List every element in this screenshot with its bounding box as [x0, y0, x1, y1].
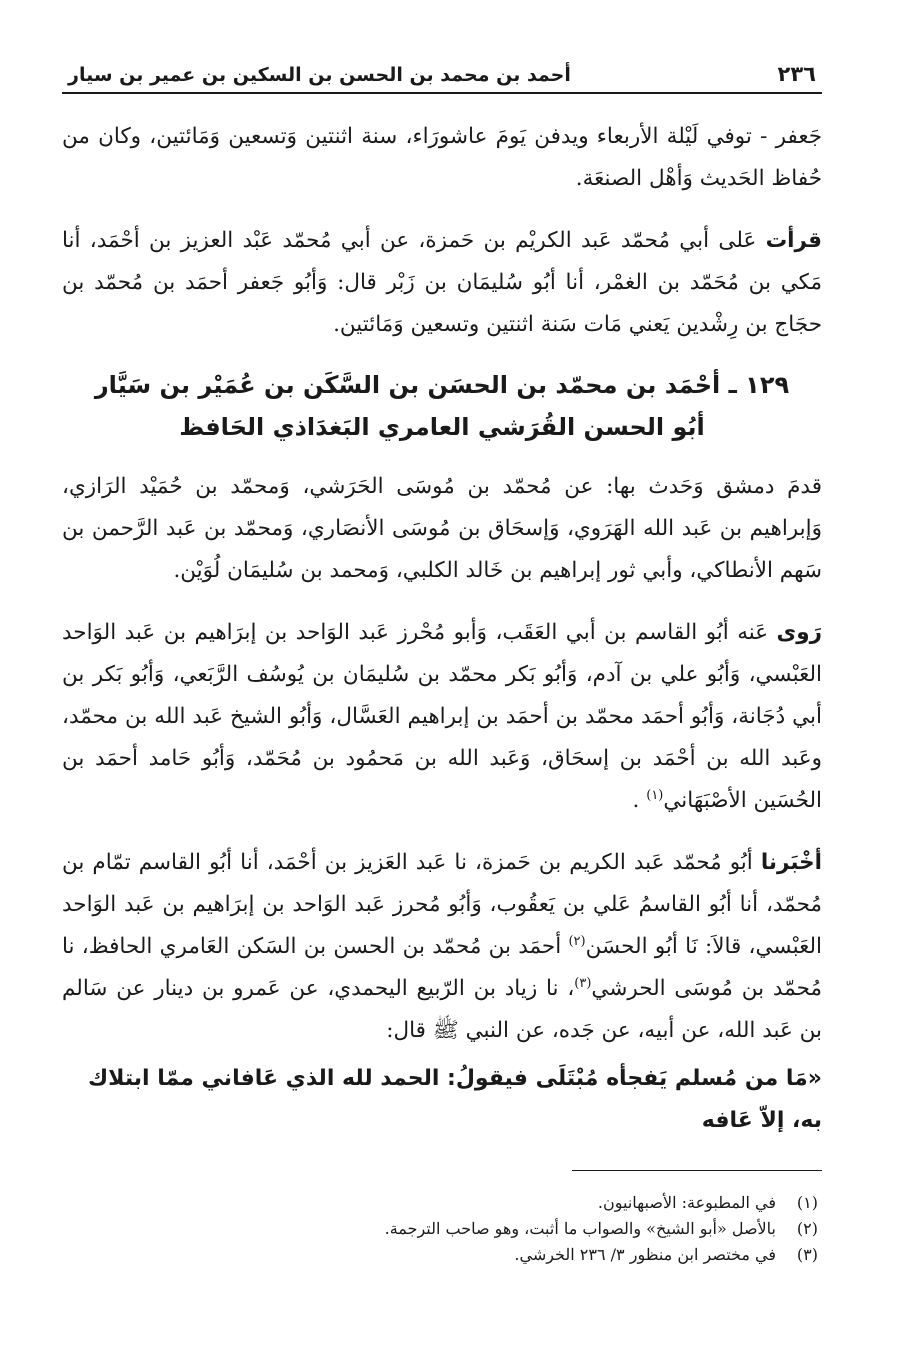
lead-word: رَوى — [776, 620, 822, 645]
entry-heading-line-1: ١٢٩ ـ أحْمَد بن محمّد بن الحسَن بن السَّكَن بن عُمَيْر بن سَيَّار — [94, 371, 790, 399]
running-head — [62, 58, 822, 94]
running-title: أحمد بن محمد بن الحسن بن السكين بن عمير بن سيار — [68, 64, 571, 86]
footnote-item — [62, 1242, 822, 1268]
entry-heading-line-2: أبُو الحسن القُرَشي العامري البَغدَاذي الحَافظ — [179, 413, 705, 441]
page-body — [62, 58, 822, 1142]
footnotes — [62, 1190, 822, 1268]
paragraph-text: عَنه أبُو القاسم بن أبي العَقَب، وَأبو مُحْرز عَبد الوَاحد بن إبرَاهيم بن عَبد الوَاحد العَبْسي، وَأبُو علي بن آدم، وَأبُو بَكر محمّد بن سُليمَان بن يُوسُف الرَّبَعي، وَأبُو بَكر بن أبي دُجَانة، وَأبُو أحمَد محمّد بن أحمَد بن إبراهيم العَسَّال، وَأبُو الشيخ عَبد الله بن محمّد، وعَبد الله بن أحْمَد بن إسحَاق، وَعَبد الله بن مَحمُود بن مُحَمّد، وَأبُو حَامد أحمَد بن الحُسَين الأصْبَهَاني — [62, 620, 822, 813]
hadith-text: «مَا من مُسلم يَفجأه مُبْتَلَى فيقولُ: الحمد لله الذي عَافاني ممّا ابتلاك به، إلاّ عَافه — [87, 1066, 822, 1133]
footnote-number: (٣) — [796, 1245, 818, 1264]
lead-word: أخْبَرنا — [760, 850, 822, 875]
paragraph-rawa — [62, 612, 822, 822]
paragraph-akhbarana — [62, 842, 822, 1052]
footnote-ref-1: (١) — [646, 787, 664, 803]
paragraph-qara-tu — [62, 220, 822, 346]
lead-word: قرأت — [765, 228, 822, 253]
footnote-divider — [572, 1170, 822, 1171]
footnote-number: (٢) — [796, 1219, 818, 1238]
paragraph-continuation: جَعفر - توفي لَيْلة الأربعاء ويدفن يَومَ عاشورَاء، سنة اثنتين وَتسعين وَمَائتين، وكان من حُفاظ الحَديث وَأهْل الصنعَة. — [62, 124, 822, 191]
entry-heading — [62, 364, 822, 448]
footnote-text: في مختصر ابن منظور ٣/ ٢٣٦ الخرشي. — [514, 1245, 776, 1264]
paragraph-text: عَلى أبي مُحمّد عَبد الكريْم بن حَمزة، عن أبي مُحمّد عَبْد العزيز بن أحْمَد، أنا مَكي بن مُحَمّد بن الغمْر، أنا أبُو سُليمَان بن زَبْر قال: وَأبُو جَعفر أحمَد بن مُحمّد بن حجَاج بن رِشْدين يَعني مَات سَنة اثنتين وتسعين وَمَائتين. — [62, 228, 822, 337]
paragraph-text-b: أحمَد بن مُحمّد بن الحسن بن السَكن العَامري الحافظ، نا مُحمّد بن مُوسَى الحرشي — [62, 934, 822, 1001]
paragraph-end: . — [632, 788, 640, 813]
page-number: ٢٣٦ — [777, 62, 816, 86]
footnote-item — [62, 1216, 822, 1242]
paragraph-qadima: قدمَ دمشق وَحَدث بها: عن مُحمّد بن مُوسَى الحَرَشي، وَمحمّد بن حُمَيْد الرَازي، وَإبراهيم بن عَبد الله الهَرَوي، وَإسحَاق بن مُوسَى الأنصَاري، وَمحمّد بن عَبد الرَّحمن بن سَهم الأنطاكي، وأبي ثور إبراهيم بن خَالد الكلبي، وَمحمد بن سُليمَان لُوَيْن. — [62, 474, 822, 583]
paragraph-text-c: ، نا زياد بن الرّبيع اليحمدي، عن عَمرو بن دينار عن سَالم بن عَبد الله، عن أبيه، عن جَده، عن النبي ﷺ قال: — [62, 976, 822, 1043]
footnote-ref-2: (٢) — [568, 933, 586, 949]
footnote-ref-3: (٣) — [574, 975, 592, 991]
footnote-item — [62, 1190, 822, 1216]
footnote-text: في المطبوعة: الأصبهانيون. — [597, 1193, 776, 1212]
paragraph-text-a: أبُو مُحمّد عَبد الكريم بن حَمزة، نا عَبد العَزيز بن أحْمَد، أنا أبُو القاسم تمّام بن مُحمّد، أنا أبُو القاسمُ عَلي بن يَعقُوب، وَأبُو مُحرز عَبد الوَاحد بن إبرَاهيم بن عَبد الوَاحد العَبْسي، قالاَ: نَا أبُو الحسَن — [62, 850, 822, 959]
footnote-number: (١) — [796, 1193, 818, 1212]
footnote-text: بالأصل «أبو الشيخ» والصواب ما أثبت، وهو صاحب الترجمة. — [384, 1219, 776, 1238]
